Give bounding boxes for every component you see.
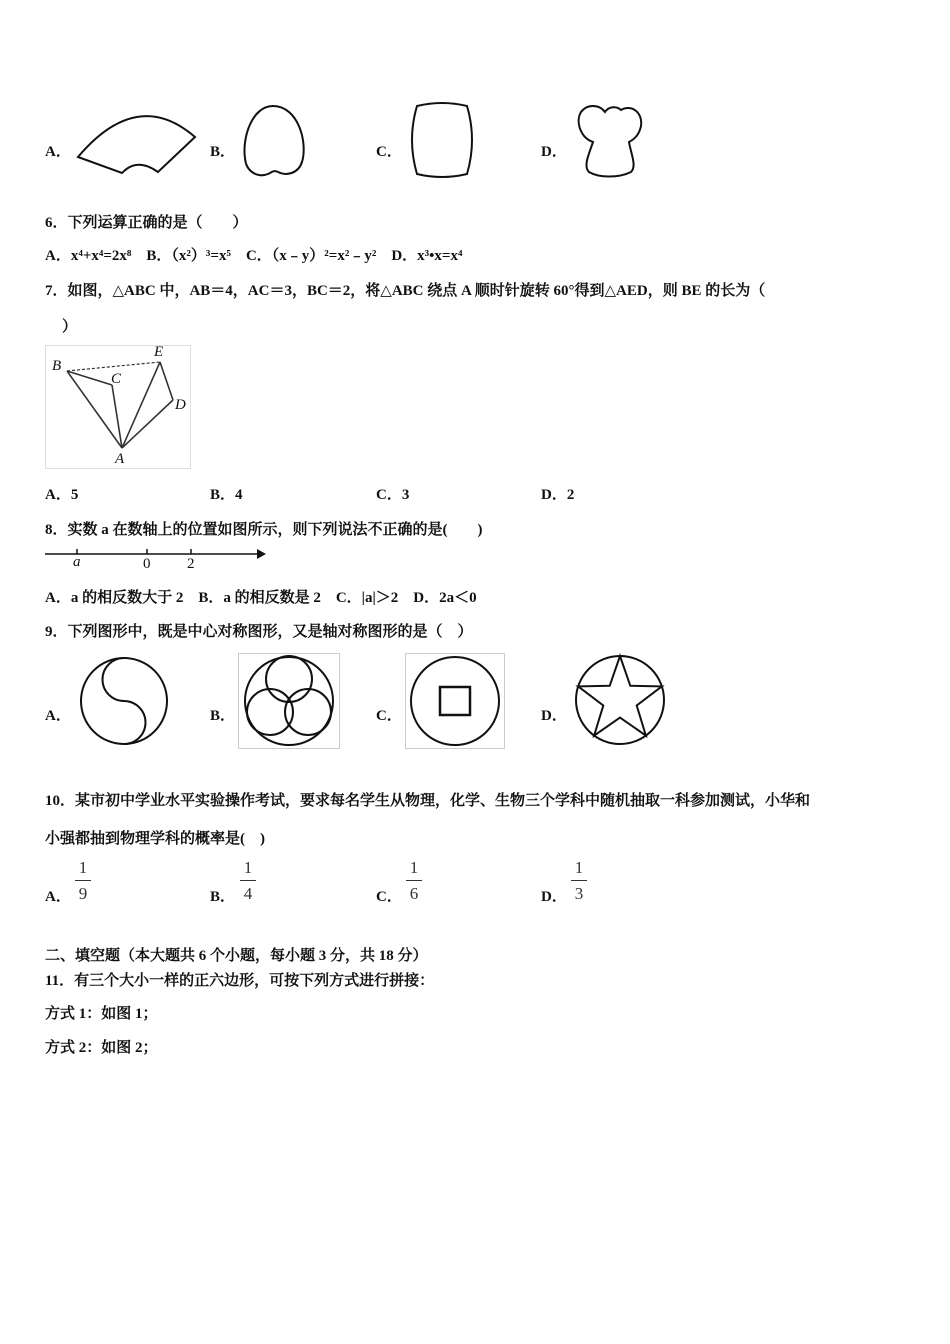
q7-option-d: D．2	[541, 487, 575, 503]
q5-option-d-label: D．	[541, 144, 567, 160]
q10-option-d-label: D．	[541, 889, 567, 905]
q7-label-d: D	[175, 397, 186, 413]
q11-way1: 方式 1：如图 1；	[45, 1006, 158, 1022]
q8-axis-label-two: 2	[187, 556, 195, 572]
q9-option-a-label: A．	[45, 708, 71, 724]
q7-option-b: B．4	[210, 487, 243, 503]
q10-option-c-denominator: 6	[409, 884, 419, 903]
q5-option-c-label: C．	[376, 144, 402, 160]
q5-option-c-barrel-shape	[405, 102, 480, 180]
q7-label-c: C	[111, 371, 122, 387]
section2-title: 二、填空题（本大题共 6 个小题，每小题 3 分，共 18 分）	[45, 948, 428, 964]
q10-option-b-numerator: 1	[243, 858, 253, 877]
q9-option-a-taiji-shape	[78, 655, 170, 747]
q10-option-d-fraction	[571, 858, 587, 904]
q9-option-b-label: B．	[210, 708, 236, 724]
q7-stem-continued: ）	[62, 319, 78, 335]
q8-options-line: A．a 的相反数大于 2 B．a 的相反数是 2 C．|a|＞2 D．2a＜0	[45, 590, 477, 606]
q6-stem: 6．下列运算正确的是（ ）	[45, 215, 248, 231]
q10-option-c-fraction	[406, 858, 422, 904]
q10-option-b-fraction	[240, 858, 256, 904]
q10-option-a-numerator: 1	[78, 858, 88, 877]
q10-option-a-fraction	[75, 858, 91, 904]
q5-option-a-label: A．	[45, 144, 71, 160]
q5-option-b-egg-shape	[240, 102, 310, 180]
q10-stem-line2: 小强都抽到物理学科的概率是( )	[45, 831, 265, 847]
q7-stem: 7．如图，△ABC 中，AB＝4，AC＝3，BC＝2，将△ABC 绕点 A 顺时针旋转 60°得到△AED，则 BE 的长为（	[45, 283, 766, 299]
q5-option-d-flower-shape	[573, 102, 645, 180]
q9-option-d-star-shape	[574, 653, 666, 747]
q9-stem: 9．下列图形中，既是中心对称图形，又是轴对称图形的是（ ）	[45, 624, 473, 640]
q11-stem: 11．有三个大小一样的正六边形，可按下列方式进行拼接：	[45, 973, 435, 989]
q9-option-c-coin-shape	[405, 653, 505, 749]
q10-stem-line1: 10．某市初中学业水平实验操作考试，要求每名学生从物理，化学、生物三个学科中随机抽取一科参加测试，小华和	[45, 793, 811, 809]
q8-axis-label-zero: 0	[143, 556, 151, 572]
q10-option-c-numerator: 1	[409, 858, 419, 877]
q5-option-b-label: B．	[210, 144, 236, 160]
q7-label-e: E	[154, 344, 164, 360]
q6-options-line: A．x⁴+x⁴=2x⁸ B．（x²）³=x⁵ C．（x﹣y）²=x²﹣y² D．x³•x=x⁴	[45, 248, 463, 264]
q9-option-c-label: C．	[376, 708, 402, 724]
q5-option-a-fan-shape	[75, 105, 200, 180]
q10-option-a-denominator: 9	[78, 884, 88, 903]
q10-option-b-denominator: 4	[243, 884, 253, 903]
q7-option-a: A．5	[45, 487, 79, 503]
q9-option-d-label: D．	[541, 708, 567, 724]
q11-way2: 方式 2：如图 2；	[45, 1040, 158, 1056]
q7-option-c: C．3	[376, 487, 410, 503]
q10-option-a-label: A．	[45, 889, 71, 905]
q9-option-b-three-arcs-shape	[238, 653, 340, 749]
q10-option-d-denominator: 3	[574, 884, 584, 903]
q10-option-d-numerator: 1	[574, 858, 584, 877]
q10-option-c-label: C．	[376, 889, 402, 905]
q8-stem: 8．实数 a 在数轴上的位置如图所示，则下列说法不正确的是( )	[45, 522, 483, 538]
q7-label-a: A	[115, 451, 125, 467]
q10-option-b-label: B．	[210, 889, 236, 905]
q8-axis-label-a: a	[73, 554, 81, 570]
q7-label-b: B	[52, 358, 62, 374]
